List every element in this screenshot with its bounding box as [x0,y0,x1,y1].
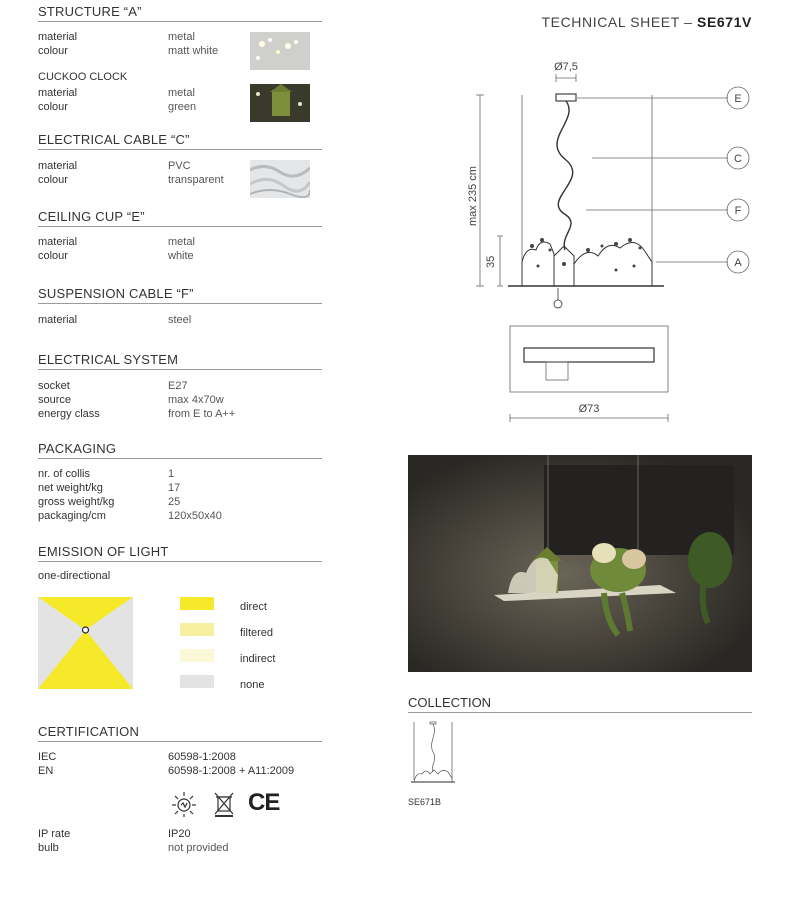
legend-swatch-filtered [180,623,214,636]
legend-label-filtered: filtered [240,627,274,639]
lightbulb-sun-icon [170,790,198,818]
weee-bin-icon [212,790,236,818]
emission-diagram [38,597,133,689]
callout-f: F [734,205,742,217]
cup-dimension: Ø7,5 [554,61,578,73]
section-title-packaging: PACKAGING [38,441,322,459]
collection-item-code[interactable]: SE671B [408,797,442,807]
section-title-emission: EMISSION OF LIGHT [38,544,322,562]
section-title-collection: COLLECTION [408,695,752,713]
section-title-structure: STRUCTURE “A” [38,4,322,22]
callout-a: A [734,257,742,269]
sheet-title [542,14,753,30]
callout-c: C [734,153,742,165]
product-code: SE671V [697,14,752,30]
ce-mark-icon: CE [248,789,280,816]
legend-swatch-indirect [180,649,214,662]
callout-e: E [734,93,742,105]
legend-label-direct: direct [240,601,267,613]
legend-swatch-none [180,675,214,688]
legend-label-none: none [240,679,265,691]
cable-finish-swatch [250,160,310,198]
width-dimension: Ø73 [578,403,600,415]
structure-finish-swatch [250,32,310,70]
height-dimension: max 235 cm [467,166,479,226]
legend-swatch-direct [180,597,214,610]
collection-thumbnail[interactable] [408,720,458,790]
section-title-cable: ELECTRICAL CABLE “C” [38,132,322,150]
section-title-suspension: SUSPENSION CABLE “F” [38,286,322,304]
sheet-title-prefix: TECHNICAL SHEET – [541,14,693,30]
legend-label-indirect: indirect [240,653,276,665]
cuckoo-finish-swatch [250,84,310,122]
technical-drawing [420,50,760,430]
shade-height-dimension: 35 [485,255,497,268]
section-title-certification: CERTIFICATION [38,724,322,742]
section-title-cup: CEILING CUP “E” [38,209,322,227]
cuckoo-subtitle: CUCKOO CLOCK [38,71,128,83]
product-photo [408,455,752,672]
emission-subtitle: one-directional [38,570,111,582]
section-title-electrical: ELECTRICAL SYSTEM [38,352,322,370]
